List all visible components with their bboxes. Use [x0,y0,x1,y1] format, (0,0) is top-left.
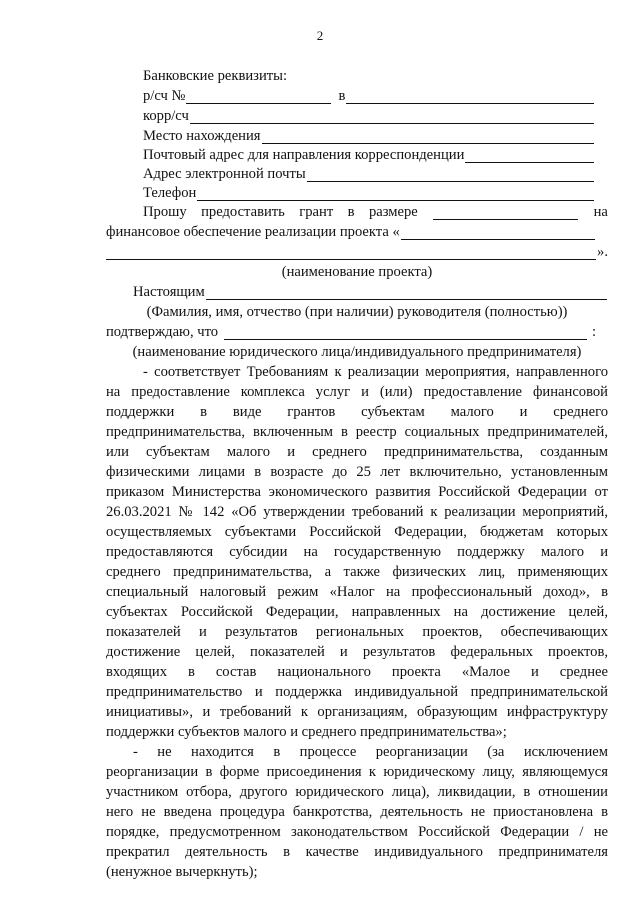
account-row [143,86,595,106]
location-label: Место нахождения [143,128,261,144]
corr-account-blank[interactable] [190,108,594,124]
confirm-row [106,322,596,342]
corr-account-row [143,106,595,126]
corr-account-label: корр/сч [143,108,189,124]
phone-blank[interactable] [197,185,594,201]
phone-row [143,183,595,203]
body-line: входящих в состав национального проекта «Малое и среднее [106,664,608,680]
applicant-name-caption: (Фамилия, имя, отчество (при наличии) руководителя (полностью)) [146,304,568,320]
location-row [143,126,595,146]
bank-in-label: в [338,88,346,104]
confirm-colon: : [591,324,596,340]
hereby-label: Настоящим [133,284,205,300]
postal-address-label: Почтовый адрес для направления корреспонденции [143,147,465,163]
body-line: участником отбора, другого юридического лица), ликвидации, в отношении [106,784,608,800]
project-name-blank-2[interactable] [106,244,596,260]
email-blank[interactable] [307,166,594,182]
confirm-label: подтверждаю, что [106,324,219,340]
project-name-row-2 [106,242,608,262]
account-number-blank[interactable] [186,88,331,104]
body-line: осуществляемых субъектами Российской Федерации, бюджетам которых [106,524,608,540]
body-line: приказом Министерства экономического развития Российской Федерации от [106,484,608,500]
location-blank[interactable] [262,128,594,144]
project-name-row [106,222,596,242]
body-line: специальный налоговый режим «Налог на профессиональный доход», в [106,584,608,600]
project-name-close-quote: ». [597,244,608,260]
grant-amount-blank[interactable] [433,204,578,220]
project-name-blank[interactable] [401,224,595,240]
body-line: инициативы», и требований к организациям, образующим инфраструктуру [106,704,608,720]
applicant-name-blank[interactable] [206,284,607,300]
project-name-caption: (наименование проекта) [281,264,433,280]
phone-label: Телефон [143,185,197,201]
body-line: среднего предпринимательства, а также физических лиц, применяющих [106,564,608,580]
body-line: порядке, предусмотренном законодательством Российской Федерации / не [106,824,608,840]
body-line: достижение целей, показателей и результатов федеральных проектов, [106,644,608,660]
body-line: физическими лицами в возрасте до 25 лет включительно, установленным [106,464,608,480]
body-line: предпринимательство и поддержка индивидуальной предпринимательской [106,684,608,700]
body-line: (ненужное вычеркнуть); [106,864,258,880]
postal-address-blank[interactable] [465,147,594,163]
bank-name-blank[interactable] [346,88,594,104]
organization-name-blank[interactable] [224,324,587,340]
body-line: поддержки в виде грантов субъектам малого и среднего [106,404,608,420]
body-line: 26.03.2021 № 142 «Об утверждении требований к реализации мероприятий, [106,504,608,520]
body-line: прекратил деятельность в качестве индивидуального предпринимателя [106,844,608,860]
body-line: или субъектам малого и среднего предпринимательства, созданным [106,444,608,460]
body-line: показателей и результатов региональных проектов, обеспечивающих [106,624,608,640]
body-line: реорганизации в форме присоединения к юридическому лицу, являющемуся [106,764,608,780]
body-line: - не находится в процессе реорганизации (за исключением [133,744,608,760]
page-number: 2 [316,28,324,43]
body-line: него не введена процедура банкротства, деятельность не приостановлена в [106,804,608,820]
body-line: субъектах Российской Федерации, направленных на достижение целей, [106,604,608,620]
bank-details-heading: Банковские реквизиты: [143,68,287,84]
grant-request-row: Прошу предоставить грант в размере на [143,204,608,220]
body-line: поддержки субъектов малого и среднего предпринимательства»; [106,724,507,740]
email-row [143,164,595,184]
organization-name-caption: (наименование юридического лица/индивидуального предпринимателя) [132,344,582,360]
account-label: р/сч № [143,88,186,104]
body-line: предоставляются субсидии на государственную поддержку малого и [106,544,608,560]
applicant-row [133,282,608,302]
project-funding-text: финансовое обеспечение реализации проекта « [106,224,400,240]
email-label: Адрес электронной почты [143,166,306,182]
body-line: на предоставление комплекса услуг и (или) предоставление финансовой [106,384,608,400]
body-line: предпринимательства, включенным в реестр социальных предпринимателей, [106,424,608,440]
body-line: - соответствует Требованиям к реализации мероприятия, направленного [143,364,608,380]
postal-address-row [143,145,595,165]
